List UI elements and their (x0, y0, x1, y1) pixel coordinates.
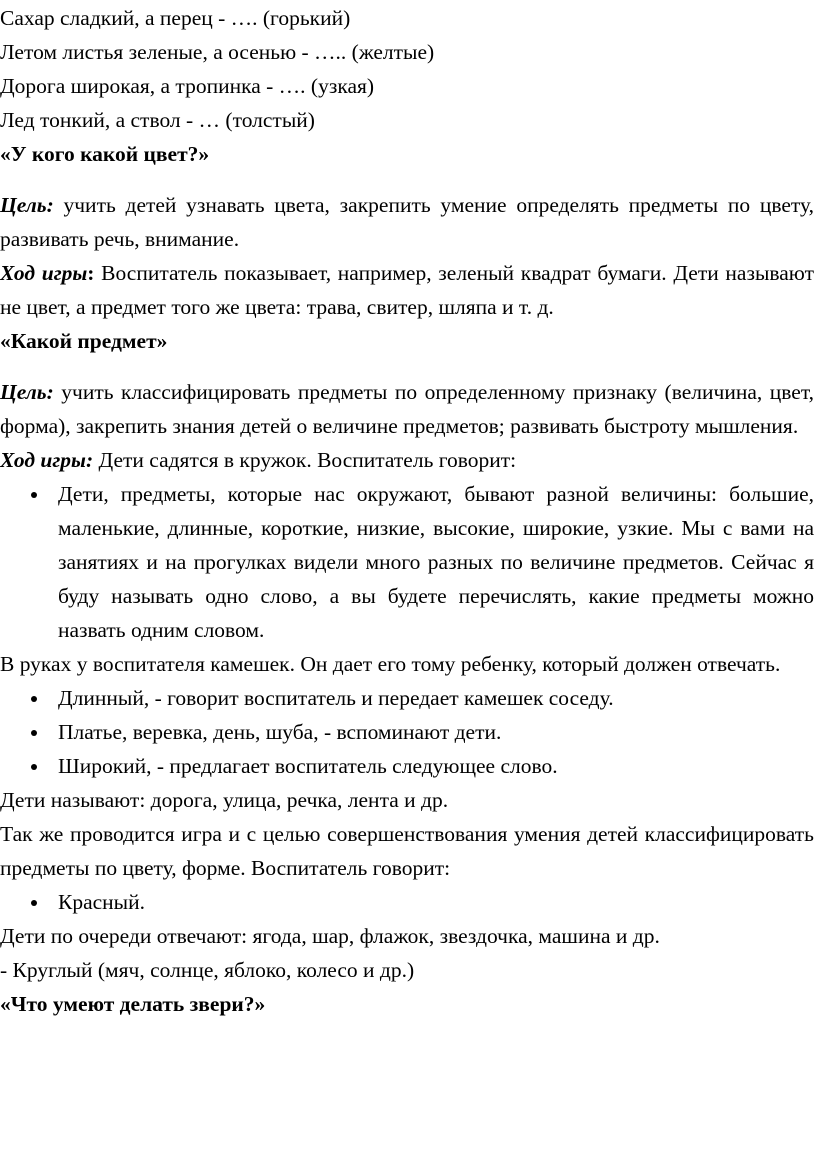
also-paragraph: Так же проводится игра и с целью совершенствования умения детей классифицировать предметы по цвету, форме. Воспитатель говорит: (0, 822, 814, 880)
intro-bullet-list (0, 477, 814, 647)
game2-goal-label: Цель: (0, 380, 54, 404)
game1-course-label: Ход игры (0, 261, 88, 285)
game2-course-label: Ход игры: (0, 448, 94, 472)
opening-line-1: Сахар сладкий, а перец - …. (горький) (0, 6, 351, 30)
game2-goal-paragraph (0, 375, 814, 443)
opening-line-4: Лед тонкий, а ствол - … (толстый) (0, 108, 315, 132)
list-item: Платье, веревка, день, шуба, - вспоминают дети. (58, 715, 814, 749)
game1-course-colon: : (87, 261, 95, 285)
game2-goal-text: учить классифицировать предметы по определенному признаку (величина, цвет, форма), закрепить знания детей о величине предметов; развивать быстроту мышления. (0, 380, 814, 438)
opening-line-2: Летом листья зеленые, а осенью - ….. (желтые) (0, 40, 435, 64)
game1-goal-paragraph (0, 188, 814, 256)
game2-course-paragraph (0, 443, 814, 477)
list-item: Дети, предметы, которые нас окружают, бывают разной величины: большие, маленькие, длинные, короткие, низкие, высокие, широкие, узкие. Мы с вами на занятиях и на прогулках видели много разных по величине предметов. Сейчас я буду называть одно слово, а вы будете перечислять, какие предметы можно назвать одним словом. (58, 477, 814, 647)
game1-course-paragraph (0, 256, 814, 324)
game2-course-text: Дети садятся в кружок. Воспитатель говорит: (93, 448, 517, 472)
document-page (0, 1, 816, 1150)
round-paragraph: - Круглый (мяч, солнце, яблоко, колесо и др.) (0, 958, 415, 982)
game1-goal-text: учить детей узнавать цвета, закрепить умение определять предметы по цвету, развивать речь, внимание. (0, 193, 814, 251)
children-answer-paragraph: Дети по очереди отвечают: ягода, шар, флажок, звездочка, машина и др. (0, 924, 660, 948)
exchange-bullet-list (0, 681, 814, 783)
game1-course-text: Воспитатель показывает, например, зеленый квадрат бумаги. Дети называют не цвет, а предмет того же цвета: трава, свитер, шляпа и т. д. (0, 261, 814, 319)
list-item: Длинный, - говорит воспитатель и передает камешек соседу. (58, 681, 814, 715)
red-bullet-list (0, 885, 814, 919)
list-item: Красный. (58, 885, 814, 919)
opening-line-3: Дорога широкая, а тропинка - …. (узкая) (0, 74, 375, 98)
answers-paragraph: Дети называют: дорога, улица, речка, лента и др. (0, 788, 449, 812)
game3-title: «Что умеют делать звери?» (0, 992, 266, 1016)
game2-title: «Какой предмет» (0, 329, 168, 353)
game1-goal-label: Цель: (0, 193, 54, 217)
game1-title: «У кого какой цвет?» (0, 142, 210, 166)
pebble-paragraph: В руках у воспитателя камешек. Он дает его тому ребенку, который должен отвечать. (0, 652, 781, 676)
list-item: Широкий, - предлагает воспитатель следующее слово. (58, 749, 814, 783)
